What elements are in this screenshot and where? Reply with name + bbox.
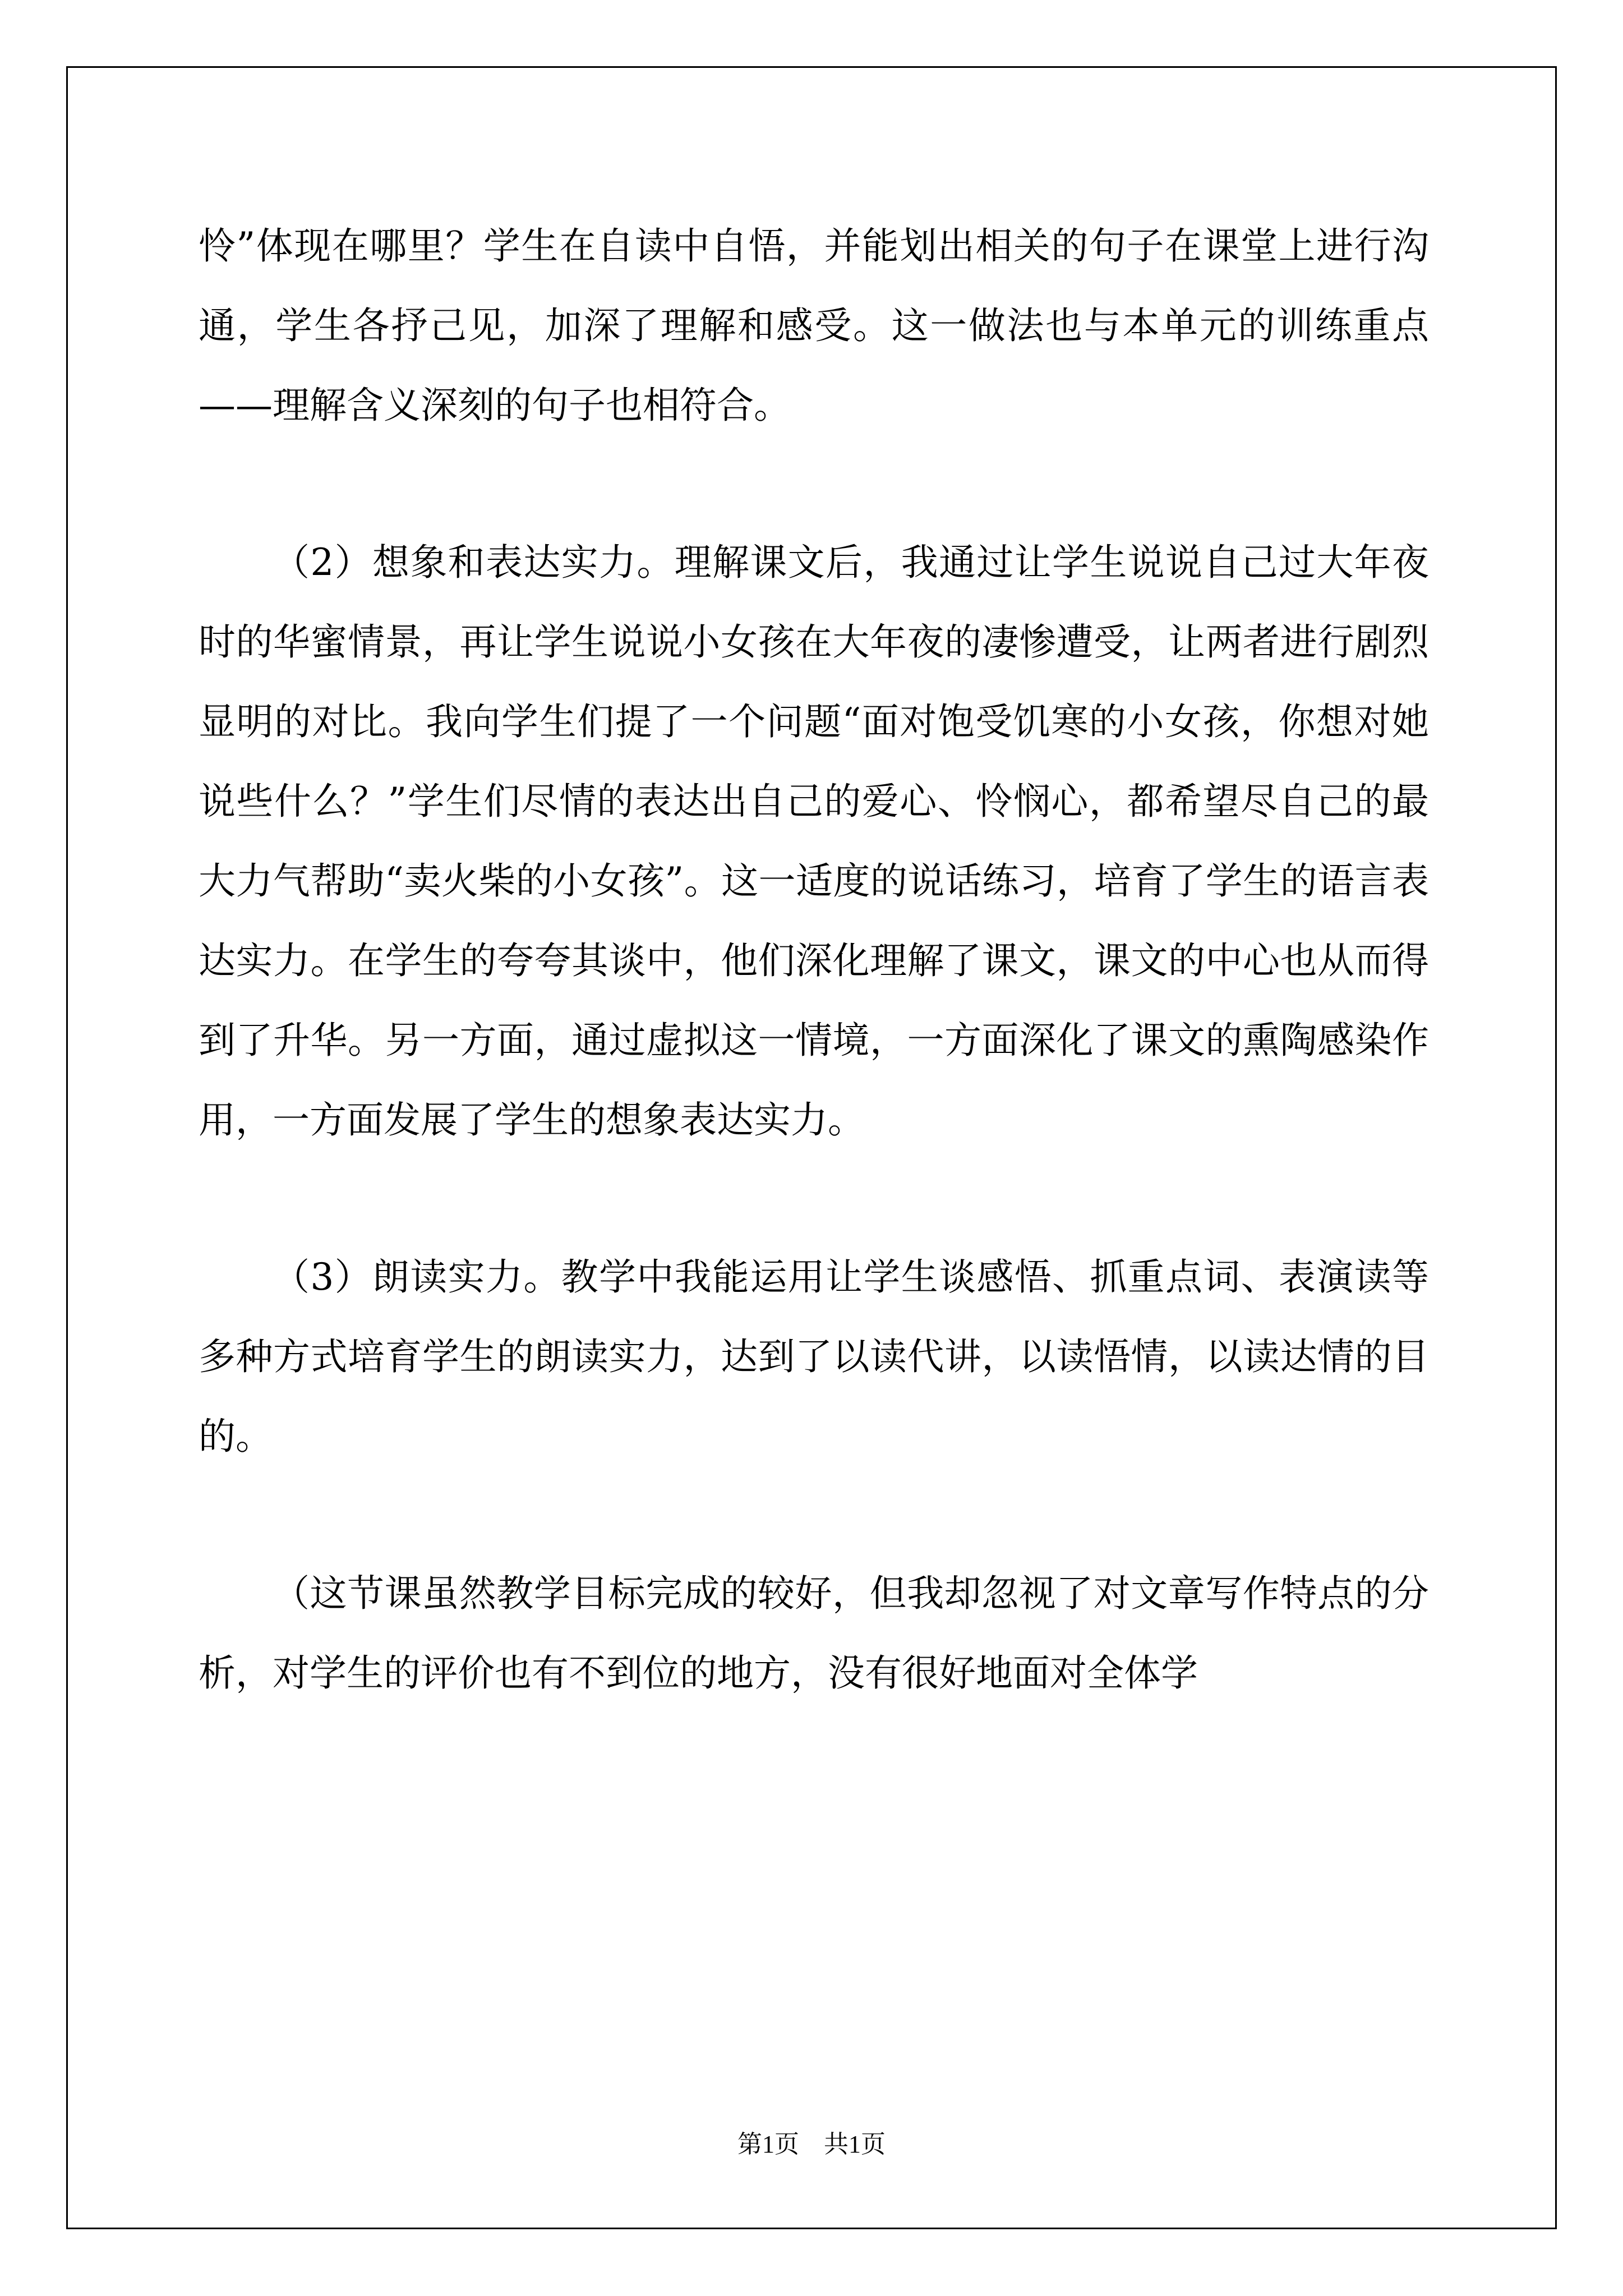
paragraph-4: （这节课虽然教学目标完成的较好，但我却忽视了对文章写作特点的分析，对学生的评价也有不到位的地方，没有很好地面对全体学 bbox=[199, 1572, 1429, 1695]
total-pages: 共1页 bbox=[824, 2131, 886, 2158]
paragraph-3: （3）朗读实力。教学中我能运用让学生谈感悟、抓重点词、表演读等多种方式培育学生的朗读实力，达到了以读代讲，以读悟情，以读达情的目的。 bbox=[199, 1255, 1429, 1458]
page-footer bbox=[0, 2124, 1623, 2160]
page-number: 第1页 bbox=[737, 2131, 799, 2158]
paragraph-1: 怜”体现在哪里？学生在自读中自悟，并能划出相关的句子在课堂上进行沟通，学生各抒己见，加深了理解和感受。这一做法也与本单元的训练重点——理解含义深刻的句子也相符合。 bbox=[199, 224, 1429, 427]
document-body bbox=[199, 206, 1429, 1713]
paragraph-2: （2）想象和表达实力。理解课文后，我通过让学生说说自己过大年夜时的华蜜情景，再让学生说说小女孩在大年夜的凄惨遭受，让两者进行剧烈显明的对比。我向学生们提了一个问题“面对饱受饥寒的小女孩，你想对她说些什么？”学生们尽情的表达出自己的爱心、怜悯心，都希望尽自己的最大力气帮助“卖火柴的小女孩”。这一适度的说话练习，培育了学生的语言表达实力。在学生的夸夸其谈中，他们深化理解了课文，课文的中心也从而得到了升华。另一方面，通过虚拟这一情境，一方面深化了课文的熏陶感染作用，一方面发展了学生的想象表达实力。 bbox=[199, 541, 1429, 1142]
